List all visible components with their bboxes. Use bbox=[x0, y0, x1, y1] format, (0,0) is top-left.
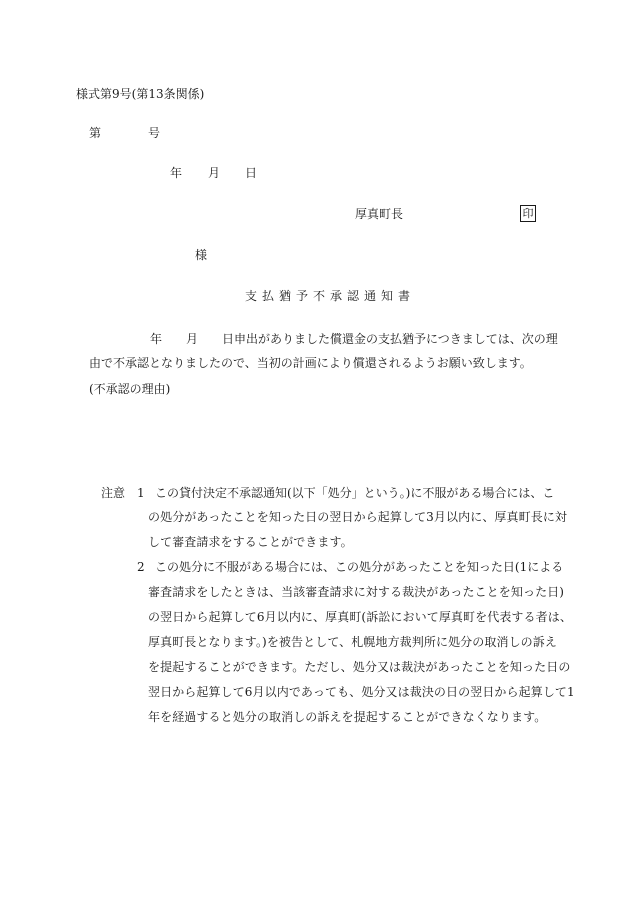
note-2-line: の翌日から起算して6月以内に、厚真町(訴訟において厚真町を代表する者は、 bbox=[148, 610, 572, 624]
reason-heading: (不承認の理由) bbox=[89, 382, 171, 396]
body-year-label: 年 bbox=[150, 332, 163, 346]
note-2-line: 審査請求をしたときは、当該審査請求に対する裁決があったことを知った日) bbox=[148, 585, 565, 599]
note-2-line: 翌日から起算して6月以内であっても、処分又は裁決の日の翌日から起算して1 bbox=[148, 685, 575, 699]
note-1-line: して審査請求をすることができます。 bbox=[148, 535, 353, 549]
date-month-label: 月 bbox=[208, 166, 221, 180]
note-2-line: 厚真町長となります。)を被告として、札幌地方裁判所に処分の取消しの訴え bbox=[148, 635, 557, 649]
document-title: 支払猶予不承認通知書 bbox=[245, 289, 416, 303]
body-line-1: 日申出がありました償還金の支払猶予につきましては、次の理 bbox=[222, 332, 558, 346]
note-number: 1 bbox=[137, 486, 145, 500]
note-2-line: この処分に不服がある場合には、この処分があったことを知った日(1による bbox=[155, 560, 564, 574]
date-year-label: 年 bbox=[170, 166, 183, 180]
date-day-label: 日 bbox=[245, 166, 258, 180]
body-month-label: 月 bbox=[186, 332, 199, 346]
note-1-line: この貸付決定不承認通知(以下「処分」という。)に不服がある場合には、こ bbox=[155, 486, 555, 500]
note-2-line: を提起することができます。ただし、処分又は裁決があったことを知った日の bbox=[148, 660, 571, 674]
issuer-name: 厚真町長 bbox=[355, 207, 404, 221]
form-id: 様式第9号(第13条関係) bbox=[76, 87, 205, 101]
addressee-suffix: 様 bbox=[195, 248, 208, 262]
note-1-line: の処分があったことを知った日の翌日から起算して3月以内に、厚真町長に対 bbox=[148, 510, 568, 524]
number-prefix: 第 bbox=[89, 126, 102, 140]
number-suffix: 号 bbox=[148, 126, 161, 140]
note-number: 2 bbox=[137, 560, 145, 574]
body-line-2: 由で不承認となりましたので、当初の計画により償還されるようお願い致します。 bbox=[89, 356, 532, 370]
seal-stamp: 印 bbox=[520, 205, 536, 222]
note-2-line: 年を経過すると処分の取消しの訴えを提起することができなくなります。 bbox=[148, 710, 547, 724]
notes-label: 注意 bbox=[101, 486, 126, 500]
